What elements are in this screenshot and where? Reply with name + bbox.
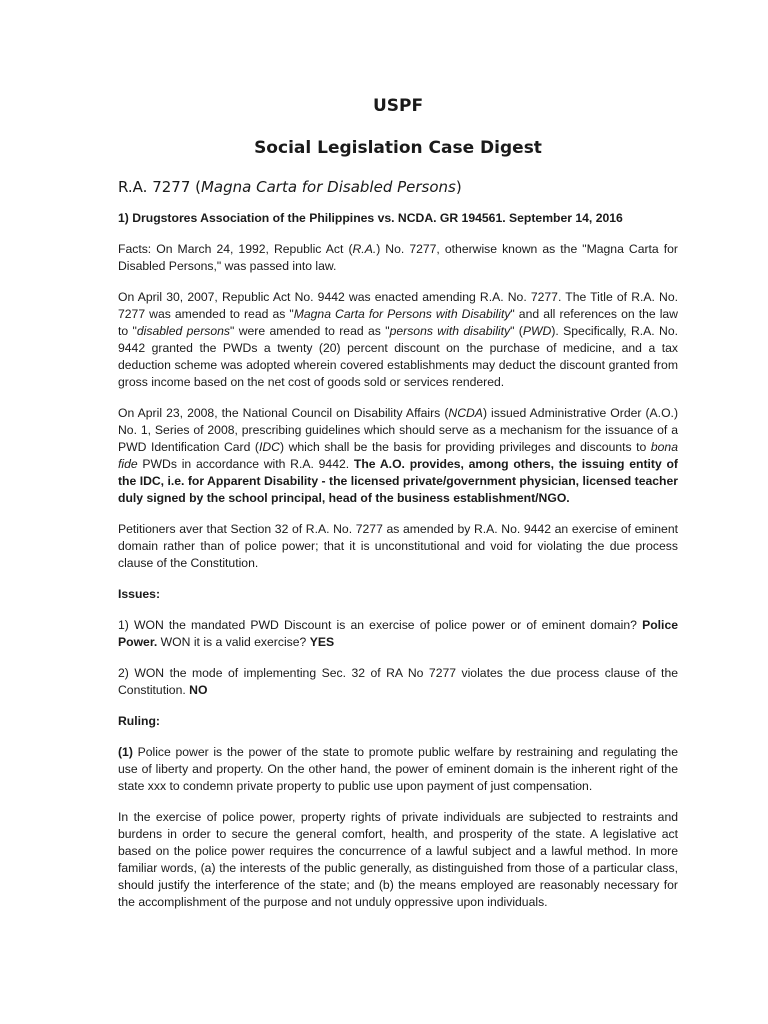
section-heading-italic: Magna Carta for Disabled Persons [200, 178, 456, 196]
case-title: 1) Drugstores Association of the Philippines vs. NCDA. GR 194561. September 14, 2016 [118, 211, 623, 225]
text-run-italic: NCDA [448, 406, 483, 420]
text-run-italic: disabled persons [136, 324, 231, 338]
text-run: WON it is a valid exercise? [157, 635, 310, 649]
org-title: USPF [372, 96, 424, 116]
text-run-italic: bona fide [118, 440, 678, 471]
section-heading-ra: R.A. 7277 ( [118, 178, 201, 196]
text-run-bold: NO [189, 683, 208, 697]
text-run: 2) WON the mode of implementing Sec. 32 of RA No 7277 violates the due process clause of the Constitution. [118, 666, 678, 697]
text-run: ). Specifically, R.A. No. 9442 granted the PWDs a twenty (20) percent discount on the purchase of medicine, and a tax deduction scheme was adopted wherein covered establishments may deduct the discount granted from gross income based on the net cost of goods sold or services rendered. [118, 324, 678, 389]
text-run-italic: IDC [258, 440, 280, 454]
text-run: " were amended to read as " [230, 324, 390, 338]
text-run: On April 23, 2008, the National Council on Disability Affairs ( [118, 406, 449, 420]
text-run: PWDs in accordance with R.A. 9442. [137, 457, 354, 471]
text-run: Facts: On March 24, 1992, Republic Act ( [118, 242, 353, 256]
text-run-italic: R.A. [352, 242, 377, 256]
issue-1 [118, 617, 678, 651]
facts-paragraph-1 [118, 241, 678, 275]
document-content [118, 92, 678, 925]
text-run-italic: persons with disability [389, 324, 511, 338]
issues-label: Issues: [118, 587, 161, 601]
text-run-bold: The A.O. provides, among others, the issuing entity of the IDC, i.e. for Apparent Disability - the licensed private/government physician, licensed teacher duly signed by the school principal, head of the business establishment/NGO. [118, 457, 678, 505]
document-title: Social Legislation Case Digest [254, 138, 542, 158]
text-run: Police power is the power of the state to promote public welfare by restraining and regulating the use of liberty and property. On the other hand, the power of eminent domain is the inherent right of the state xxx to condemn private property to public use upon payment of just compensation. [118, 745, 678, 793]
ruling-paragraph-1 [118, 744, 678, 795]
text-run: " ( [510, 324, 523, 338]
facts-paragraph-4: Petitioners aver that Section 32 of R.A. No. 7277 as amended by R.A. No. 9442 an exercise of eminent domain rather than of police power; that it is unconstitutional and void for violating the due process clause of the Constitution. [118, 522, 678, 570]
section-heading [118, 176, 678, 198]
text-run: On April 30, 2007, Republic Act No. 9442 was enacted amending R.A. No. 7277. The Title of R.A. No. 7277 was amended to read as " [118, 290, 678, 321]
section-heading-close: ) [455, 178, 462, 196]
text-run-italic: Magna Carta for Persons with Disability [293, 307, 511, 321]
facts-paragraph-3 [118, 405, 678, 507]
text-run: ) No. 7277, otherwise known as the "Magna Carta for Disabled Persons," was passed into law. [118, 242, 678, 273]
facts-paragraph-2 [118, 289, 678, 391]
ruling-paragraph-2: In the exercise of police power, property rights of private individuals are subjected to restraints and burdens in order to secure the general comfort, health, and prosperity of the state. A legislative act based on the police power requires the concurrence of a lawful subject and a lawful method. In more familiar words, (a) the interests of the public generally, as distinguished from those of a particular class, should justify the interference of the state; and (b) the means employed are reasonably necessary for the accomplishment of the purpose and not unduly oppressive upon individuals. [118, 810, 678, 909]
issue-2 [118, 665, 678, 699]
text-run-bold: YES [309, 635, 335, 649]
text-run: 1) WON the mandated PWD Discount is an exercise of police power or of eminent domain? [118, 618, 643, 632]
text-run: " and all references on the law to " [118, 307, 678, 338]
text-run: ) issued Administrative Order (A.O.) No. 1, Series of 2008, prescribing guidelines which should serve as a mechanism for the issuance of a PWD Identification Card ( [118, 406, 678, 454]
text-run-bold: (1) [118, 745, 133, 759]
text-run-bold: Police Power. [118, 618, 678, 649]
ruling-label: Ruling: [118, 714, 160, 728]
text-run: ) which shall be the basis for providing privileges and discounts to [279, 440, 651, 454]
text-run-italic: PWD [522, 324, 552, 338]
